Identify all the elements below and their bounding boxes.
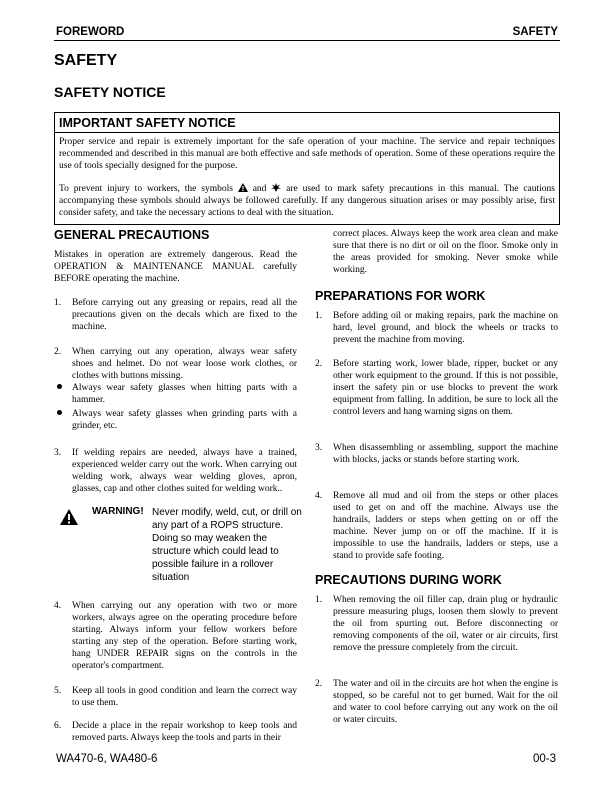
preparations-heading: PREPARATIONS FOR WORK [315, 289, 486, 303]
prep-item-1: Before adding oil or making repairs, park the machine on hard, level ground, and block the wheels or tracks to prevent the machine from moving. [333, 311, 558, 345]
general-intro: Mistakes in operation are extremely dangerous. Read the OPERATION & MAINTENANCE MANUAL carefully BEFORE operating the machine. [54, 250, 297, 284]
page-number: 00-3 [532, 753, 556, 765]
prep-item-2-number: 2. [315, 359, 323, 369]
bullet-dot [57, 384, 62, 389]
prep-item-1-number: 1. [315, 311, 323, 321]
model-number: WA470-6, WA480-6 [56, 753, 158, 765]
general-item-6-continued: correct places. Always keep the work area clean and make sure that there is no dirt or oil on the floor. Smoke only in the areas provided for smoking. Never smoke while working. [333, 229, 558, 275]
notice-p2-start: To prevent injury to workers, the symbols [59, 184, 233, 194]
general-item-2: When carrying out any operation, always wear safety shoes and helmet. Do not wear loose work clothes, or clothes with buttons missing. [72, 347, 297, 381]
general-item-2-number: 2. [54, 347, 62, 357]
general-bullet-2: Always wear safety glasses when grinding parts with a grinder, etc. [72, 409, 297, 431]
notice-paragraph-1: Proper service and repair is extremely important for the safe operation of your machine. The service and repair techniques recommended and described in this manual are both effective and safe methods of operation. Some of these operations require the use of tools specially designed for the purpose. [59, 137, 555, 171]
header-section: FOREWORD [56, 26, 125, 38]
during-item-1: When removing the oil filler cap, drain plug or hydraulic pressure measuring plugs, loosen them slowly to prevent the oil from spurting out. Before disconnecting or removing components of the oil, water or air circuits, first remove the pressure completely from the circuit. [333, 595, 558, 653]
general-item-1: Before carrying out any greasing or repairs, read all the precautions given on the decals which are fixed to the machine. [72, 298, 297, 332]
notice-divider [55, 132, 559, 133]
general-item-6-number: 6. [54, 721, 62, 731]
warning-triangle-icon [60, 509, 78, 530]
page-title: SAFETY [54, 52, 118, 69]
general-item-3: If welding repairs are needed, always have a trained, experienced welder carry out the work. When carrying out welding work, always wear welding gloves, apron, glasses, cap and other clothes suited for welding work.. [72, 448, 297, 494]
general-item-6: Decide a place in the repair workshop to keep tools and removed parts. Always keep the tools and parts in their [72, 721, 297, 743]
prep-item-3-number: 3. [315, 443, 323, 453]
during-item-2-number: 2. [315, 679, 323, 689]
during-item-2: The water and oil in the circuits are hot when the engine is stopped, so be careful not to get burned. Wait for the oil and water to cool before carrying out any work on the oil or water circuits. [333, 679, 558, 725]
general-precautions-heading: GENERAL PRECAUTIONS [54, 228, 210, 242]
during-work-heading: PRECAUTIONS DURING WORK [315, 573, 502, 587]
notice-paragraph-2 [59, 183, 555, 219]
prep-item-3: When disassembling or assembling, support the machine with blocks, jacks or stands before starting work. [333, 443, 558, 465]
warning-label: WARNING! [92, 506, 144, 517]
warning-text: Never modify, weld, cut, or drill on any part of a ROPS structure. Doing so may weaken the structure which could lead to possible failure in a rollover situation [152, 507, 302, 583]
section-title: SAFETY NOTICE [54, 84, 166, 100]
general-item-4: When carrying out any operation with two or more workers, always agree on the operating procedure before starting. Always inform your fellow workers before starting any step of the operation. Before starting work, hang UNDER REPAIR signs on the controls in the operator's compartment. [72, 601, 297, 671]
prep-item-4: Remove all mud and oil from the steps or other places used to get on and off the machine. Always use the handrails, ladders or steps when getting on or off the machine. Never jump on or off the machine. If it is impossible to use the handrails, ladders or steps, use a stand to provide safe footing. [333, 491, 558, 561]
warning-triangle-icon [238, 183, 248, 192]
general-item-4-number: 4. [54, 601, 62, 611]
notice-title: IMPORTANT SAFETY NOTICE [59, 116, 236, 130]
notice-p2-and: and [252, 184, 267, 194]
important-notice-box [54, 112, 560, 225]
notice-p2-end: are used to mark safety precautions in this manual. The cautions accompanying these symbols should always be followed carefully. If any dangerous situation arises or may possibly arise, first consider safety, and take the necessary actions to deal with the situation. [59, 184, 555, 218]
during-item-1-number: 1. [315, 595, 323, 605]
general-bullet-1: Always wear safety glasses when hitting parts with a hammer. [72, 383, 297, 405]
general-item-5: Keep all tools in good condition and learn the correct way to use them. [72, 686, 297, 708]
page-header [54, 26, 560, 41]
general-item-5-number: 5. [54, 686, 62, 696]
header-topic: SAFETY [512, 26, 558, 38]
caution-star-icon [271, 183, 281, 192]
general-item-3-number: 3. [54, 448, 62, 458]
general-item-1-number: 1. [54, 298, 62, 308]
bullet-dot [57, 410, 62, 415]
prep-item-4-number: 4. [315, 491, 323, 501]
prep-item-2: Before starting work, lower blade, ripper, bucket or any other work equipment to the ground. If this is not possible, insert the safety pin or use blocks to prevent the work equipment from falling. In addition, be sure to lock all the control levers and hang warning signs on them. [333, 359, 558, 417]
